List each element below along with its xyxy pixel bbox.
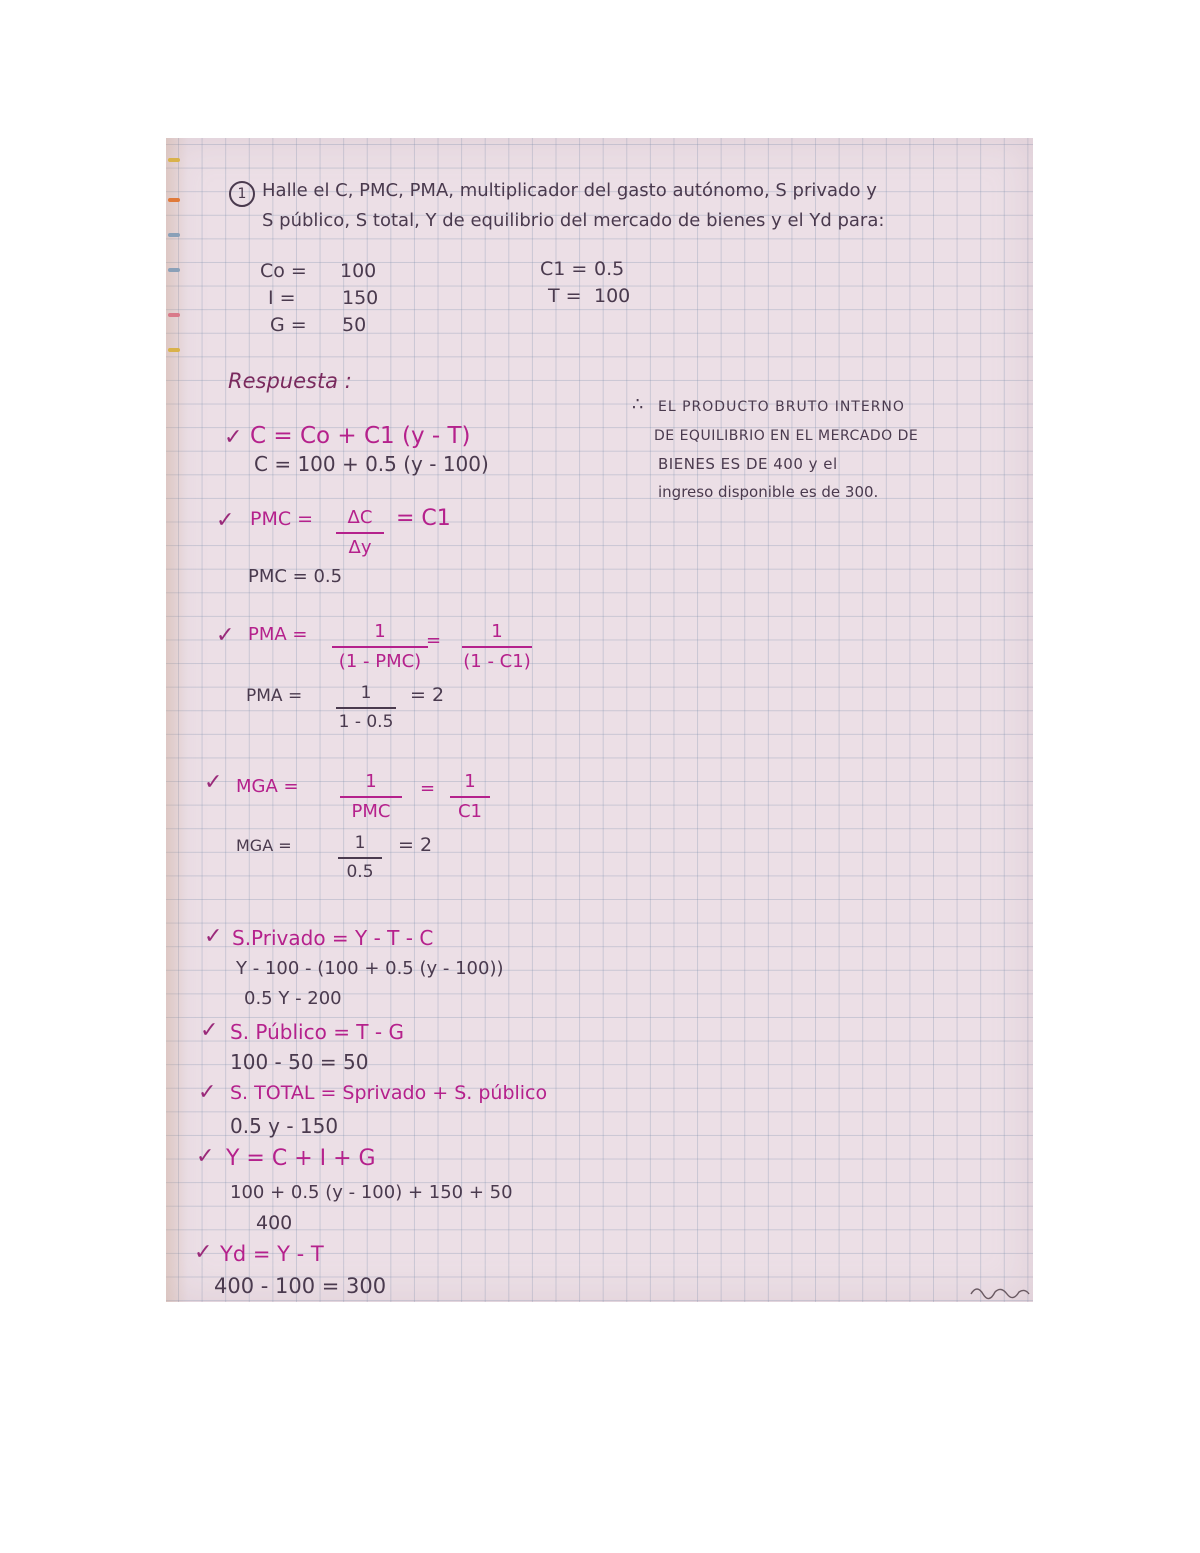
s-publico-result: 100 - 50 = 50 xyxy=(230,1050,369,1074)
pma-label: PMA = xyxy=(248,624,308,645)
yd-result: 400 - 100 = 300 xyxy=(214,1274,387,1298)
mga-f3-denominator: 0.5 xyxy=(346,861,374,882)
given-i-label: I = xyxy=(268,287,296,309)
check-mark: ✓ xyxy=(198,1080,217,1105)
given-t-value: 100 xyxy=(594,285,631,307)
mga-fraction-1 xyxy=(340,772,402,822)
fraction-bar xyxy=(462,646,532,648)
given-t-label: T = xyxy=(548,285,582,307)
mga-f1-numerator: 1 xyxy=(365,771,377,792)
given-c1-value: 0.5 xyxy=(594,258,625,280)
mga-equals: = xyxy=(420,778,436,799)
given-c1-label: C1 = xyxy=(540,258,588,280)
margin-decor-mark xyxy=(168,198,180,202)
notebook-page xyxy=(166,138,1033,1302)
problem-line-2: S público, S total, Y de equilibrio del mercado de bienes y el Yd para: xyxy=(262,210,885,231)
mga-fraction-2 xyxy=(450,772,490,822)
given-i-value: 150 xyxy=(342,287,379,309)
check-mark: ✓ xyxy=(216,508,235,533)
check-mark: ✓ xyxy=(194,1240,213,1265)
fraction-bar xyxy=(450,796,490,798)
problem-line-1: Halle el C, PMC, PMA, multiplicador del gasto autónomo, S privado y xyxy=(262,180,877,201)
check-mark: ✓ xyxy=(224,425,243,450)
given-g-value: 50 xyxy=(342,314,367,336)
s-privado-formula: S.Privado = Y - T - C xyxy=(232,926,434,950)
watermark-logo xyxy=(969,1282,1031,1300)
pma-f2-numerator: 1 xyxy=(491,621,503,642)
margin-decor-mark xyxy=(168,313,180,317)
fraction-bar xyxy=(332,646,428,648)
y-equilibrium-result: 400 xyxy=(256,1212,293,1234)
therefore-symbol: ∴ xyxy=(632,394,644,415)
pmc-equals-c1: = C1 xyxy=(396,506,451,531)
answer-heading: Respuesta : xyxy=(228,369,352,393)
fraction-bar xyxy=(338,857,382,859)
given-co-value: 100 xyxy=(340,260,377,282)
mga-result: = 2 xyxy=(398,834,433,856)
conclusion-line-1: EL PRODUCTO BRUTO INTERNO xyxy=(658,399,905,415)
given-co-label: Co = xyxy=(260,260,307,282)
conclusion-line-3: BIENES ES DE 400 y el xyxy=(658,455,838,473)
mga-f2-numerator: 1 xyxy=(464,771,476,792)
y-equilibrium-formula: Y = C + I + G xyxy=(226,1146,376,1171)
pma-fraction-2 xyxy=(462,622,532,672)
mga-f3-numerator: 1 xyxy=(354,833,366,853)
mga-label-2: MGA = xyxy=(236,836,292,855)
pmc-denominator: Δy xyxy=(348,536,372,558)
mga-label: MGA = xyxy=(236,776,299,797)
check-mark: ✓ xyxy=(216,623,235,648)
mga-fraction-3 xyxy=(338,834,382,881)
check-mark: ✓ xyxy=(196,1144,215,1169)
fraction-bar xyxy=(336,532,384,534)
pmc-numerator: ΔC xyxy=(347,507,373,528)
mga-f2-denominator: C1 xyxy=(457,800,483,822)
y-equilibrium-substituted: 100 + 0.5 (y - 100) + 150 + 50 xyxy=(230,1182,513,1203)
pma-f3-denominator: 1 - 0.5 xyxy=(338,711,394,732)
s-total-formula: S. TOTAL = Sprivado + S. público xyxy=(230,1082,548,1104)
pma-f1-denominator: (1 - PMC) xyxy=(338,650,422,672)
pma-result: = 2 xyxy=(410,684,445,706)
s-publico-formula: S. Público = T - G xyxy=(230,1020,404,1044)
pma-label-2: PMA = xyxy=(246,686,303,706)
pma-f3-numerator: 1 xyxy=(360,683,372,703)
consumption-formula: C = Co + C1 (y - T) xyxy=(250,423,471,449)
s-total-result: 0.5 y - 150 xyxy=(230,1114,339,1138)
conclusion-line-2: DE EQUILIBRIO EN EL MERCADO DE xyxy=(654,428,919,444)
margin-decor-mark xyxy=(168,268,180,272)
pma-fraction-3 xyxy=(336,684,396,731)
fraction-bar xyxy=(336,707,396,709)
given-g-label: G = xyxy=(270,314,307,336)
pmc-fraction xyxy=(336,508,384,558)
check-mark: ✓ xyxy=(200,1018,219,1043)
pma-f2-denominator: (1 - C1) xyxy=(463,650,531,672)
pma-equals: = xyxy=(426,630,442,651)
pma-f1-numerator: 1 xyxy=(374,621,386,642)
conclusion-line-4: ingreso disponible es de 300. xyxy=(658,483,879,501)
consumption-substituted: C = 100 + 0.5 (y - 100) xyxy=(254,452,489,476)
pmc-result: PMC = 0.5 xyxy=(248,566,343,587)
pma-fraction-1 xyxy=(332,622,428,672)
s-privado-substituted: Y - 100 - (100 + 0.5 (y - 100)) xyxy=(236,958,504,979)
page-margin-decoration xyxy=(166,138,188,1302)
fraction-bar xyxy=(340,796,402,798)
check-mark: ✓ xyxy=(204,924,223,949)
mga-f1-denominator: PMC xyxy=(351,800,391,822)
s-privado-result: 0.5 Y - 200 xyxy=(244,988,342,1009)
yd-formula: Yd = Y - T xyxy=(220,1242,324,1266)
margin-decor-mark xyxy=(168,158,180,162)
check-mark: ✓ xyxy=(204,770,223,795)
margin-decor-mark xyxy=(168,348,180,352)
margin-decor-mark xyxy=(168,233,180,237)
problem-number: 1 xyxy=(229,181,255,207)
pmc-label: PMC = xyxy=(250,508,314,530)
